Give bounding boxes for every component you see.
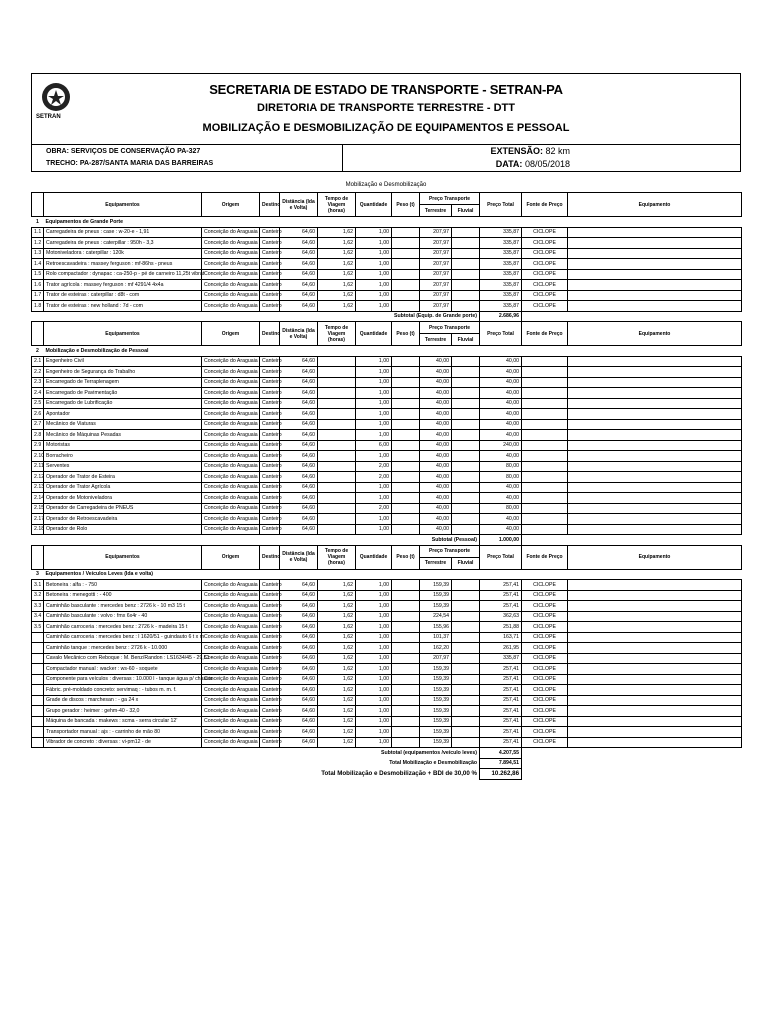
table-row: Caminhão tanque : mercedes benz : 2726 k - 10.000 Conceição do Araguaia Canteiro 64,60 1,62 1,00 162,20 261,95 CICLOPE — [32, 643, 742, 654]
table-row: Grade de discos : marchesan : - ga 24 x Conceição do Araguaia Canteiro 64,60 1,62 1,00 159,39 257,41 CICLOPE — [32, 695, 742, 706]
table-row: Fábric. pré-moldado concreto: servimaq : - tubos m. m. f. Conceição do Araguaia Canteiro 64,60 1,62 1,00 159,39 257,41 CICLOPE — [32, 685, 742, 696]
subtotal-row: Subtotal (Pessoal) 1.000,00 — [32, 535, 742, 546]
col-terrestre: Terrestre — [420, 205, 452, 217]
table-header-row — [32, 322, 742, 334]
trecho-label: TRECHO: PA-287/SANTA MARIA DAS BARREIRAS — [46, 160, 214, 167]
table-row: 2.13 Operador de Trator Agrícola Conceição do Araguaia Canteiro 64,60 1,00 40,00 40,00 — [32, 482, 742, 493]
logo-text: SETRAN — [36, 114, 61, 120]
col-fluvial: Fluvial — [452, 205, 480, 217]
col-equipamentos: Equipamentos — [44, 545, 202, 569]
col-peso: Peso (t) — [392, 545, 420, 569]
total-bdi-row: Total Mobilização e Desmobilização + BDI de 30,00 % 10.262,86 — [32, 769, 742, 780]
subtitle: DIRETORIA DE TRANSPORTE TERRESTRE - DTT — [257, 102, 515, 114]
col-distancia: Distância (Ida e Volta) — [280, 322, 318, 346]
table-row: Cavalo Mecânico com Reboque : M. Benz/Randon : LS1634/45 - 29,51 - Conceição do Araguaia Canteiro 64,60 1,62 1,00 207,97 335,87 CICLOPE — [32, 653, 742, 664]
table-row: 2.18 Operador de Rolo Conceição do Araguaia Canteiro 64,60 1,00 40,00 40,00 — [32, 524, 742, 535]
section-caption: Mobilização e Desmobilização — [345, 182, 427, 188]
table-row: 2.3 Encarregado de Terraplenagem Conceição do Araguaia Canteiro 64,60 1,00 40,00 40,00 — [32, 377, 742, 388]
table-row: Caminhão carroceria : mercedes benz : l 1620/51 - guindauto 6 t x m Conceição do Araguaia Canteiro 64,60 1,62 1,00 101,37 163,71 CICLOPE — [32, 632, 742, 643]
col-terrestre: Terrestre — [420, 334, 452, 346]
table-header-row — [32, 545, 742, 557]
document-header — [31, 73, 741, 145]
table-row: 2.14 Operador de Motoniveladora Conceição do Araguaia Canteiro 64,60 1,00 40,00 40,00 — [32, 493, 742, 504]
table-row: Máquina de bancada : makews : scma - serra circular 12' Conceição do Araguaia Canteiro 64,60 1,62 1,00 159,39 257,41 CICLOPE — [32, 716, 742, 727]
table-row: 2.5 Encarregado de Lubrificação Conceição do Araguaia Canteiro 64,60 1,00 40,00 40,00 — [32, 398, 742, 409]
table-row: Grupo gerador : heimer : gehm-40 - 32,0 Conceição do Araguaia Canteiro 64,60 1,62 1,00 159,39 257,41 CICLOPE — [32, 706, 742, 717]
col-quantidade: Quantidade — [356, 193, 392, 217]
table-row: 3.1 Betoneira : alfa : - 750 Conceição do Araguaia Canteiro 64,60 1,62 1,00 159,39 257,41 CICLOPE — [32, 580, 742, 591]
document-sheet — [31, 73, 741, 780]
table-row: 1.7 Trator de esteiras : caterpillar : d8t - com Conceição do Araguaia Canteiro 64,60 1,62 1,00 207,97 335,87 CICLOPE — [32, 290, 742, 301]
table-row: 2.7 Mecânico de Viaturas Conceição do Araguaia Canteiro 64,60 1,00 40,00 40,00 — [32, 419, 742, 430]
table-row: 3.4 Caminhão basculante : volvo : fmx 6x4r - 40 Conceição do Araguaia Canteiro 64,60 1,62 1,00 224,54 362,63 CICLOPE — [32, 611, 742, 622]
section-title-row: 3 Equipamentos / Veículos Leves (Ida e volta) — [36, 571, 154, 578]
table-header-row — [32, 193, 742, 205]
section-title-row: 1 Equipamentos de Grande Porte — [36, 218, 124, 225]
col-equipamento: Equipamento — [568, 322, 742, 346]
table-row: Vibrador de concreto : diversas : vi-pm12 - de Conceição do Araguaia Canteiro 64,60 1,62 1,00 159,39 257,41 CICLOPE — [32, 737, 742, 748]
col-origem: Origem — [202, 193, 260, 217]
col-destino: Destino — [260, 322, 280, 346]
col-preco-transporte: Preço Transporte — [420, 545, 480, 557]
col-quantidade: Quantidade — [356, 322, 392, 346]
obra-label: OBRA: SERVIÇOS DE CONSERVAÇÃO PA-327 — [46, 148, 201, 155]
col-peso: Peso (t) — [392, 193, 420, 217]
table-row: 2.11 Serventes Conceição do Araguaia Canteiro 64,60 2,00 40,00 80,00 — [32, 461, 742, 472]
col-distancia: Distância (Ida e Volta) — [280, 545, 318, 569]
table-row: 2.6 Apontador Conceição do Araguaia Canteiro 64,60 1,00 40,00 40,00 — [32, 409, 742, 420]
subtotal-row: Subtotal (equipamentos /veículo leves) 4.207,55 — [32, 748, 742, 759]
table-row: 2.8 Mecânico de Máquinas Pesadas Conceição do Araguaia Canteiro 64,60 1,00 40,00 40,00 — [32, 430, 742, 441]
info-block — [31, 145, 741, 172]
section-title-row: 2 Mobilização e Desmobilização de Pessoal — [36, 347, 149, 354]
subtotal-row: Subtotal (Equip. de Grande porte) 2.686,96 — [32, 311, 742, 322]
table-row: 2.12 Operador de Trator de Esteira Conceição do Araguaia Canteiro 64,60 2,00 40,00 80,00 — [32, 472, 742, 483]
col-peso: Peso (t) — [392, 322, 420, 346]
col-tempo: Tempo de Viagem (horas) — [318, 322, 356, 346]
col-tempo: Tempo de Viagem (horas) — [318, 193, 356, 217]
col-terrestre: Terrestre — [420, 557, 452, 569]
table-row: 2.15 Operador de Carregadeira de PNEUS Conceição do Araguaia Canteiro 64,60 2,00 40,00 80,00 — [32, 503, 742, 514]
col-preco-total: Preço Total — [480, 193, 522, 217]
table-row: 1.1 Carregadeira de pneus : case : w-20-e - 1,91 Conceição do Araguaia Canteiro 64,60 1,62 1,00 207,97 335,87 CICLOPE — [32, 227, 742, 238]
table-row: 2.1 Engenheiro Civil Conceição do Araguaia Canteiro 64,60 1,00 40,00 40,00 — [32, 356, 742, 367]
col-preco-total: Preço Total — [480, 545, 522, 569]
extensao: EXTENSÃO: 82 km — [490, 146, 570, 156]
col-equipamento: Equipamento — [568, 545, 742, 569]
table-row: 2.17 Operador de Retroescavadeira Conceição do Araguaia Canteiro 64,60 1,00 40,00 40,00 — [32, 514, 742, 525]
col-equipamentos: Equipamentos — [44, 322, 202, 346]
table-row: 2.2 Engenheiro de Segurança do Trabalho Conceição do Araguaia Canteiro 64,60 1,00 40,00 40,00 — [32, 367, 742, 378]
col-num — [32, 322, 44, 346]
col-preco-transporte: Preço Transporte — [420, 322, 480, 334]
table-row: 1.6 Trator agrícola : massey ferguson : mf 4291/4 4x4a Conceição do Araguaia Canteiro 64,60 1,62 1,00 207,97 335,87 CICLOPE — [32, 280, 742, 291]
table-row: 1.4 Retroescavadeira : massey ferguson : mf-86hs - pneus Conceição do Araguaia Canteiro 64,60 1,62 1,00 207,97 335,87 CICLOPE — [32, 259, 742, 270]
col-fonte: Fonte de Preço — [522, 545, 568, 569]
table-row: Componente para veículos : diversas : 10.000 l - tanque água p/ chassis Conceição do Araguaia Canteiro 64,60 1,62 1,00 159,39 257,41 CICLOPE — [32, 674, 742, 685]
main-title: SECRETARIA DE ESTADO DE TRANSPORTE - SETRAN-PA — [209, 82, 563, 97]
col-destino: Destino — [260, 193, 280, 217]
table-row: 2.4 Encarregado de Pavimentação Conceição do Araguaia Canteiro 64,60 1,00 40,00 40,00 — [32, 388, 742, 399]
col-origem: Origem — [202, 545, 260, 569]
table-row: 2.10 Borracheiro Conceição do Araguaia Canteiro 64,60 1,00 40,00 40,00 — [32, 451, 742, 462]
table-row: 3.2 Betoneira : menegotti : - 400 Conceição do Araguaia Canteiro 64,60 1,62 1,00 159,39 257,41 CICLOPE — [32, 590, 742, 601]
table-row: 1.3 Motoniveladora : caterpillar : 120k Conceição do Araguaia Canteiro 64,60 1,62 1,00 207,97 335,87 CICLOPE — [32, 248, 742, 259]
col-equipamentos: Equipamentos — [44, 193, 202, 217]
col-fonte: Fonte de Preço — [522, 322, 568, 346]
col-distancia: Distância (Ida e Volta) — [280, 193, 318, 217]
total-mob-row: Total Mobilização e Desmobilização 7.894,51 — [32, 758, 742, 769]
table-row: Transportador manual : ajs : - carrinho de mão 80 Conceição do Araguaia Canteiro 64,60 1,62 1,00 159,39 257,41 CICLOPE — [32, 727, 742, 738]
table-row: 2.9 Motoristas Conceição do Araguaia Canteiro 64,60 6,00 40,00 240,00 — [32, 440, 742, 451]
doc-title: MOBILIZAÇÃO E DESMOBILIZAÇÃO DE EQUIPAMENTOS E PESSOAL — [202, 122, 570, 134]
col-fluvial: Fluvial — [452, 557, 480, 569]
col-tempo: Tempo de Viagem (horas) — [318, 545, 356, 569]
table-row: 1.2 Carregadeira de pneus : caterpillar : 950h - 3,3 Conceição do Araguaia Canteiro 64,60 1,62 1,00 207,97 335,87 CICLOPE — [32, 238, 742, 249]
table-row: Compactador manual : wacker : ws-60 - soquete Conceição do Araguaia Canteiro 64,60 1,62 1,00 159,39 257,41 CICLOPE — [32, 664, 742, 675]
table-row: 1.5 Rolo compactador : dynapac : ca-250-p - pé de carneiro 11,25t vibrat Conceição do Araguaia Canteiro 64,60 1,62 1,00 207,97 335,87 CICLOPE — [32, 269, 742, 280]
col-num — [32, 545, 44, 569]
col-destino: Destino — [260, 545, 280, 569]
col-fonte: Fonte de Preço — [522, 193, 568, 217]
col-quantidade: Quantidade — [356, 545, 392, 569]
mobilization-table — [31, 192, 742, 780]
col-equipamento: Equipamento — [568, 193, 742, 217]
col-num — [32, 193, 44, 217]
col-preco-total: Preço Total — [480, 322, 522, 346]
col-preco-transporte: Preço Transporte — [420, 193, 480, 205]
table-row: 3.5 Caminhão carroceria : mercedes benz : 2726 k - madeira 15 t Conceição do Araguaia Canteiro 64,60 1,62 1,00 155,96 251,88 CICLOPE — [32, 622, 742, 633]
data: DATA: 08/05/2018 — [495, 159, 570, 169]
col-fluvial: Fluvial — [452, 334, 480, 346]
table-row: 1.8 Trator de esteiras : new holland : 7d - com Conceição do Araguaia Canteiro 64,60 1,62 1,00 207,97 335,87 CICLOPE — [32, 301, 742, 312]
table-row: 3.3 Caminhão basculante : mercedes benz : 2726 k - 10 m3 15 t Conceição do Araguaia Canteiro 64,60 1,62 1,00 159,39 257,41 CICLOPE — [32, 601, 742, 612]
col-origem: Origem — [202, 322, 260, 346]
